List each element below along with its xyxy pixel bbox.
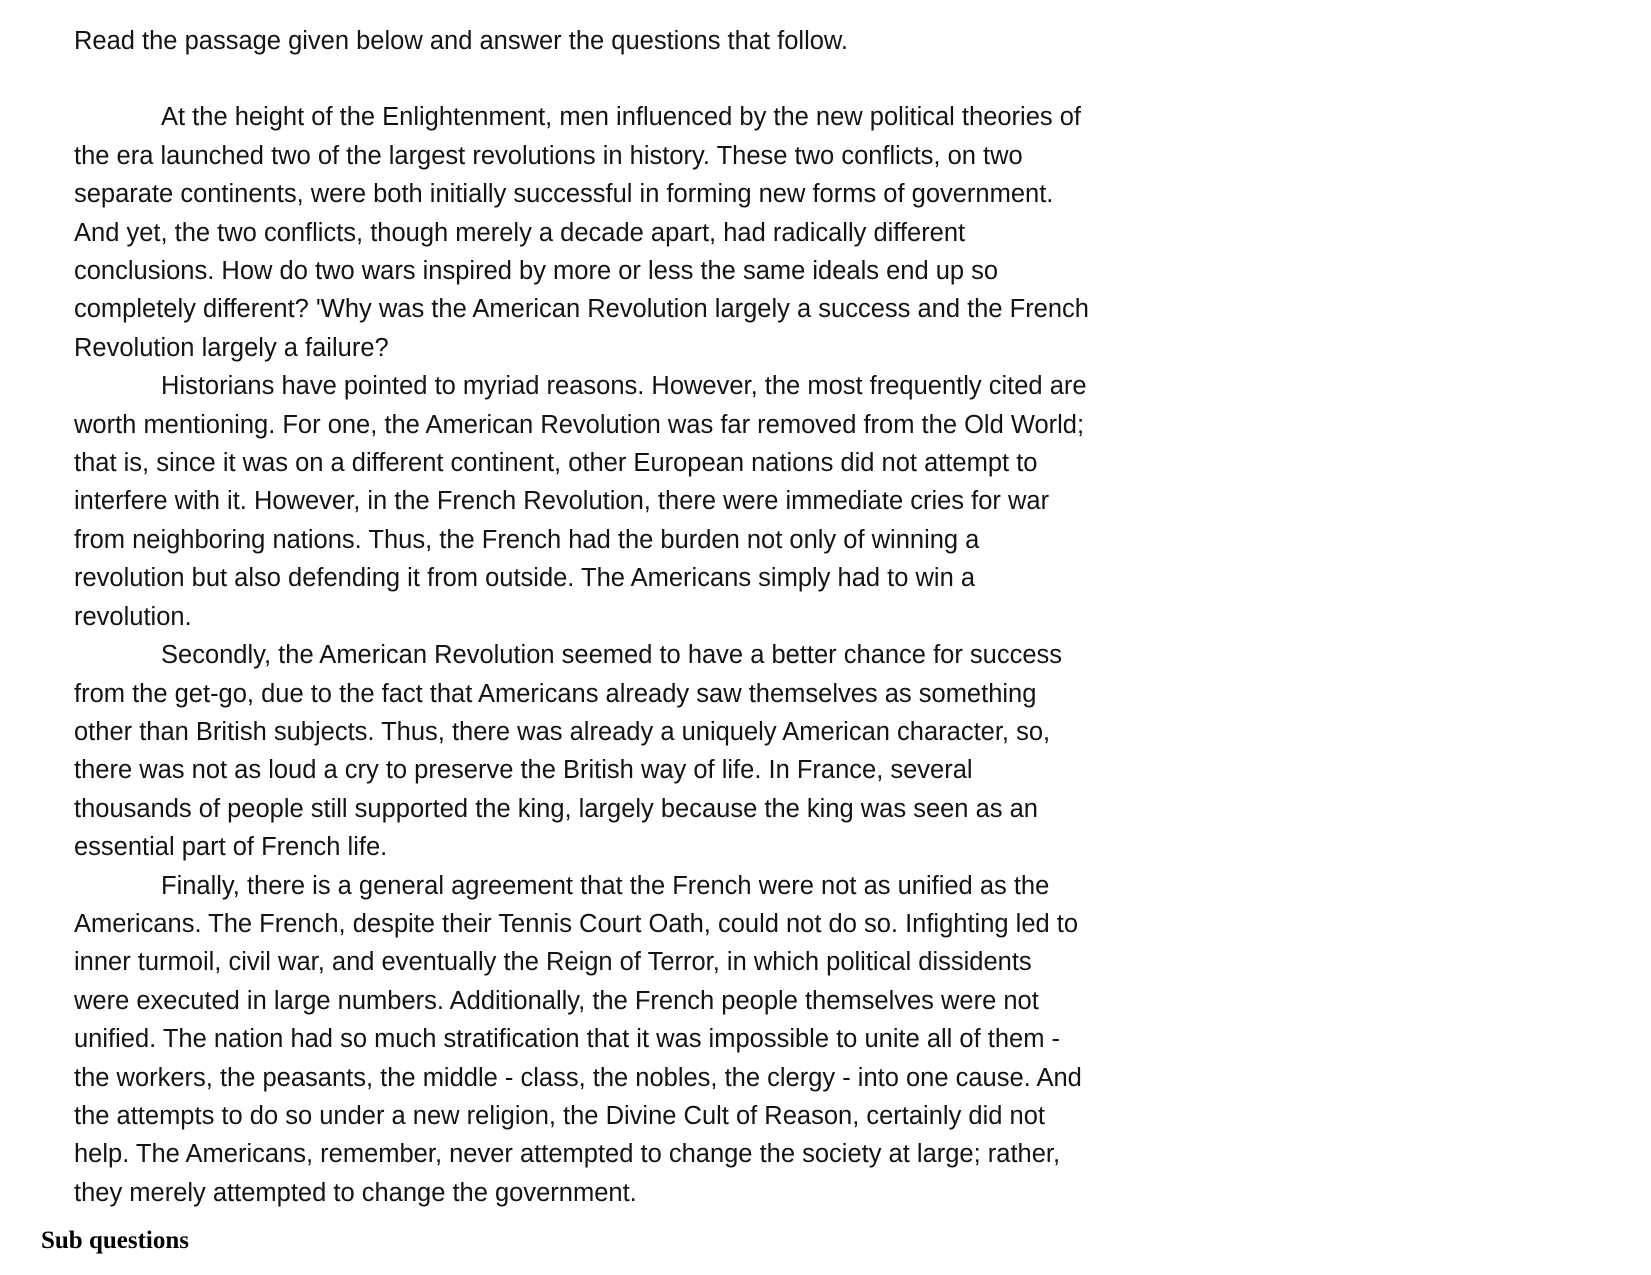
paragraph-line: Americans. The French, despite their Tennis Court Oath, could not do so. Infighting led to (74, 909, 1079, 938)
paragraph-2 (74, 367, 1254, 636)
paragraph-line: from the get-go, due to the fact that Americans already saw themselves as something (74, 679, 1037, 708)
paragraph-line: that is, since it was on a different continent, other European nations did not attempt to (74, 449, 1038, 478)
paragraph-line: Revolution largely a failure? (74, 333, 389, 362)
paragraph-line: other than British subjects. Thus, there was already a uniquely American character, so, (74, 717, 1051, 746)
paragraph-line: separate continents, were both initially successful in forming new forms of government. (74, 180, 1054, 209)
sub-questions-heading: Sub questions (41, 1227, 189, 1254)
paragraph-line: And yet, the two conflicts, though merely a decade apart, had radically different (74, 218, 966, 247)
paragraph-line: Historians have pointed to myriad reasons. However, the most frequently cited are (161, 372, 1087, 401)
paragraph-line: the workers, the peasants, the middle - class, the nobles, the clergy - into one cause. And (74, 1063, 1082, 1092)
paragraph-line: At the height of the Enlightenment, men influenced by the new political theories of (161, 103, 1081, 132)
paragraph-4 (74, 867, 1254, 1213)
paragraph-line: Finally, there is a general agreement that the French were not as unified as the (161, 871, 1050, 900)
passage (74, 22, 1254, 1212)
paragraph-line: the attempts to do so under a new religion, the Divine Cult of Reason, certainly did not (74, 1101, 1045, 1130)
instruction-text: Read the passage given below and answer the questions that follow. (74, 27, 849, 55)
paragraph-line: from neighboring nations. Thus, the French had the burden not only of winning a (74, 525, 980, 554)
paragraph-line: were executed in large numbers. Additionally, the French people themselves were not (74, 986, 1039, 1015)
paragraph-line: essential part of French life. (74, 833, 388, 862)
paragraph-line: inner turmoil, civil war, and eventually the Reign of Terror, in which political dissidents (74, 948, 1032, 977)
paragraph-line: revolution. (74, 602, 192, 631)
paragraph-line: revolution but also defending it from outside. The Americans simply had to win a (74, 564, 976, 593)
paragraph-3 (74, 636, 1254, 866)
paragraph-line: completely different? 'Why was the American Revolution largely a success and the French (74, 295, 1089, 324)
paragraph-line: thousands of people still supported the king, largely because the king was seen as an (74, 794, 1038, 823)
paragraph-line: there was not as loud a cry to preserve the British way of life. In France, several (74, 756, 973, 785)
paragraph-line: worth mentioning. For one, the American Revolution was far removed from the Old World; (74, 410, 1085, 439)
paragraph-line: interfere with it. However, in the French Revolution, there were immediate cries for war (74, 487, 1050, 516)
paragraph-line: they merely attempted to change the government. (74, 1178, 637, 1207)
paragraph-1 (74, 98, 1254, 367)
paragraph-line: unified. The nation had so much stratification that it was impossible to unite all of them - (74, 1025, 1061, 1054)
paragraph-line: Secondly, the American Revolution seemed to have a better chance for success (161, 641, 1063, 670)
paragraph-line: the era launched two of the largest revolutions in history. These two conflicts, on two (74, 141, 1023, 170)
paragraph-line: help. The Americans, remember, never attempted to change the society at large; rather, (74, 1140, 1061, 1169)
paragraph-line: conclusions. How do two wars inspired by more or less the same ideals end up so (74, 257, 999, 286)
